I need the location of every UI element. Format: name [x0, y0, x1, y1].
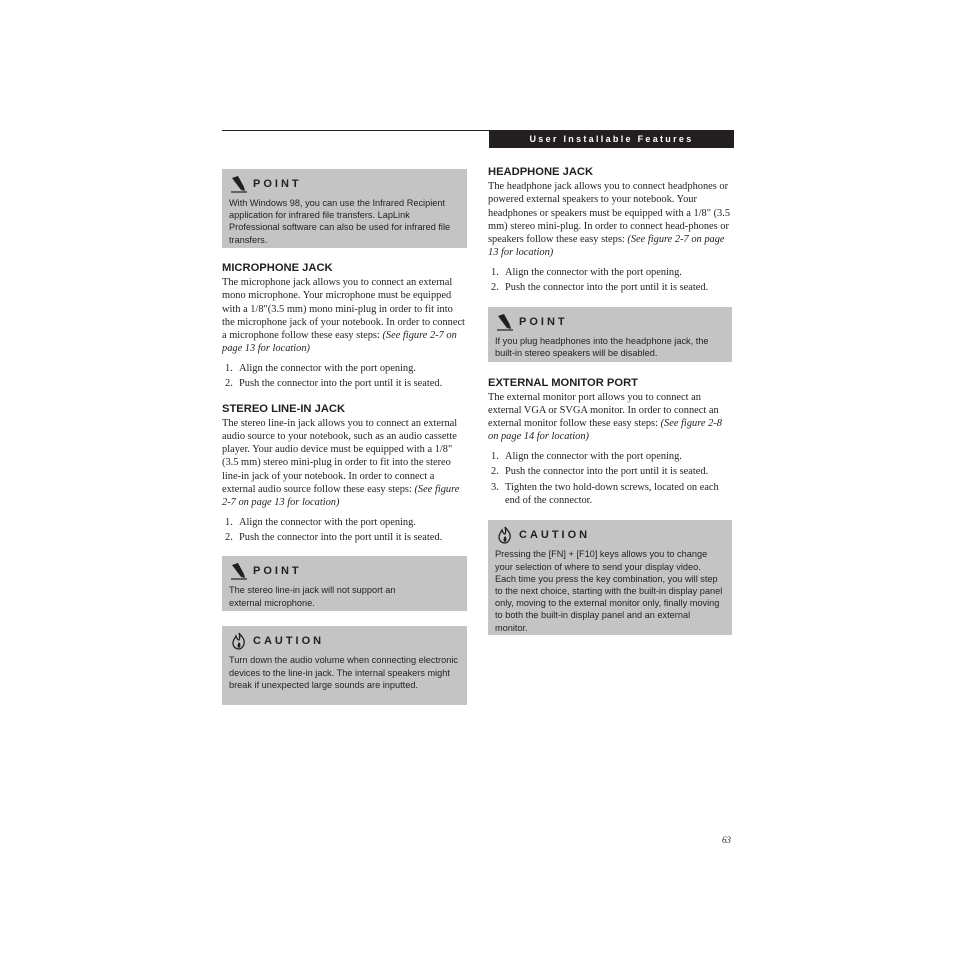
steps-list [488, 450, 734, 508]
steps-list [222, 516, 467, 545]
section-heading: HEADPHONE JACK [488, 166, 594, 178]
pencil-icon [229, 175, 249, 193]
list-item: 2. Push the connector into the port until it is seated. [491, 282, 709, 294]
point-box [488, 307, 732, 362]
list-item: 1. Align the connector with the port opening. [491, 266, 682, 278]
section-heading: EXTERNAL MONITOR PORT [488, 376, 639, 389]
caution-text: Pressing the [FN] + [F10] keys allows you to change your selection of where to send your display video. Each time you press the key combination, you will step to the next choice, starting with the built-in display panel only, moving to the external monitor only, finally moving to both the built-in display panel and an external monitor. [495, 549, 723, 633]
list-item: 2. Push the connector into the port until it is seated. [491, 466, 709, 478]
section-body: The microphone jack allows you to connect an external mono microphone. Your microphone must be equipped with a 1/8"(3.5 mm) mono mini-plug in order to fit into the microphone jack of your notebook. In order to connect a microphone follow these easy steps: (See figure 2-7 on page 13 for location) [222, 277, 465, 355]
header-rule [222, 130, 489, 131]
section-body: The headphone jack allows you to connect headphones or powered external speakers to your notebook. Your headphones or speakers must be equipped with a 1/8" (3.5 mm) stereo mini-plug. In order to connect head-phones or speakers follow these easy steps: (See figure 2-7 on page 13 for location) [488, 181, 731, 259]
steps-list [222, 362, 467, 391]
list-item: 2. Push the connector into the port until it is seated. [225, 378, 443, 390]
stereo-section [222, 402, 467, 545]
list-item: 1. Align the connector with the port opening. [491, 450, 682, 462]
point-text: The stereo line-in jack will not support an external microphone. [229, 585, 396, 608]
flame-icon [229, 632, 249, 650]
caution-text: Turn down the audio volume when connecting electronic devices to the line-in jack. The internal speakers might break if unexpected large sounds are inputted. [229, 655, 458, 690]
point-text: With Windows 98, you can use the Infrared Recipient application for infrared file transfers. LapLink Professional software can also be used for infrared file transfers. [229, 198, 451, 245]
page-number: 63 [722, 835, 731, 845]
section-body: The external monitor port allows you to connect an external VGA or SVGA monitor. In order to connect an external monitor follow these easy steps: (See figure 2-8 on page 14 for location) [488, 391, 722, 443]
point-title: POINT [253, 178, 302, 190]
caution-title: CAUTION [253, 635, 325, 648]
point-text: If you plug headphones into the headphone jack, the built-in stereo speakers will be disabled. [495, 335, 709, 358]
figure-reference: (See figure 2-8 on page 14 for location) [488, 418, 722, 443]
point-box [222, 169, 467, 248]
figure-reference: (See figure 2-7 on page 13 for location) [222, 484, 460, 509]
list-item: 3. Tighten the two hold-down screws, located on each end of the connector. [491, 481, 719, 507]
headphone-section [488, 165, 734, 295]
caution-title: CAUTION [519, 529, 591, 542]
right-column [488, 165, 734, 635]
list-item: 1. Align the connector with the port opening. [225, 516, 416, 528]
monitor-section [488, 376, 734, 508]
list-item: 1. Align the connector with the port opening. [225, 362, 416, 374]
figure-reference: (See figure 2-7 on page 13 for location) [222, 330, 457, 355]
flame-icon [495, 526, 515, 544]
point-title: POINT [253, 565, 302, 578]
pencil-icon [495, 313, 515, 331]
list-item: 2. Push the connector into the port until it is seated. [225, 532, 443, 544]
section-body: The stereo line-in jack allows you to connect an external audio source to your notebook, such as an audio cassette player. Your audio device must be equipped with a 1/8" (3.5 mm) stereo mini-plug in order to fit into the stereo line-in jack of your notebook. In order to connect a external audio source follow these easy steps: (See figure 2-7 on page 13 for location) [222, 417, 460, 509]
running-header: User Installable Features [489, 130, 734, 148]
figure-reference: (See figure 2-7 on page 13 for location) [488, 234, 725, 259]
point-box [222, 556, 467, 611]
caution-box [222, 626, 467, 705]
section-heading: MICROPHONE JACK [222, 262, 333, 274]
section-heading: STEREO LINE-IN JACK [222, 402, 346, 415]
microphone-section [222, 261, 467, 391]
pencil-icon [229, 562, 249, 580]
left-column [222, 169, 467, 705]
caution-box [488, 520, 732, 635]
steps-list [488, 266, 734, 295]
point-title: POINT [519, 315, 568, 328]
